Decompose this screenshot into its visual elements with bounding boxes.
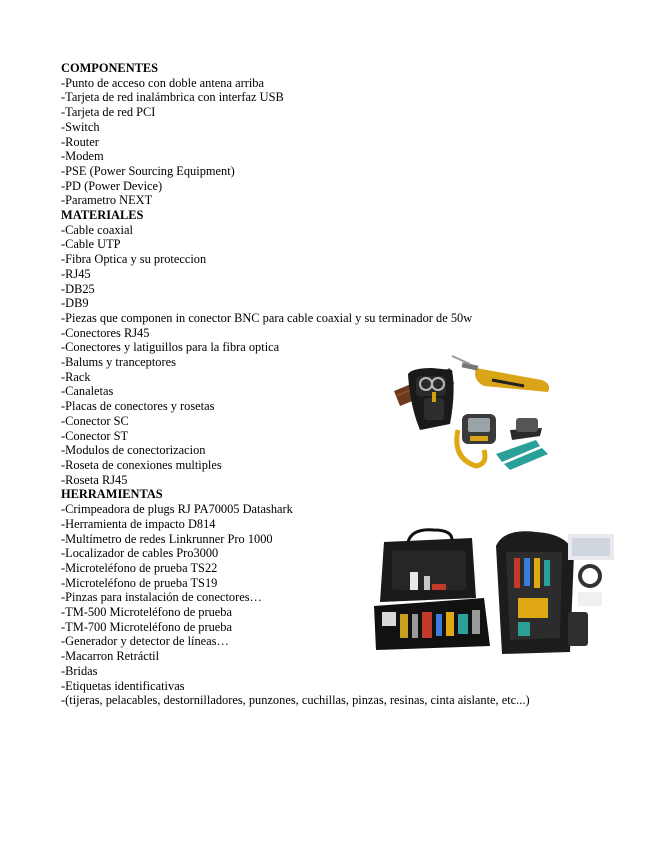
list-item: -Bridas	[61, 663, 98, 678]
list-item: -TM-500 Microteléfono de prueba	[61, 605, 233, 620]
list-item: -Conector ST	[61, 428, 129, 443]
list-item: -Roseta RJ45	[61, 472, 128, 487]
list-item: -Rack	[61, 369, 91, 384]
list-item: -Conectores y latiguillos para la fibra optica	[61, 340, 280, 355]
list-item: -TM-700 Microteléfono de prueba	[61, 619, 233, 634]
list-item: -Modem	[61, 149, 104, 164]
list-item: -Balums y tranceptores	[61, 355, 176, 370]
list-item: -Roseta de conexiones multiples	[61, 457, 222, 472]
list-item: -DB25	[61, 281, 95, 296]
list-item: -Router	[61, 134, 99, 149]
list-item: -Microteléfono de prueba TS22	[61, 560, 218, 575]
list-item: -Tarjeta de red PCI	[61, 105, 156, 120]
tool-kits-photo	[372, 528, 618, 658]
list-item: -Modulos de conectorizacion	[61, 443, 206, 458]
network-tools-photo	[392, 346, 564, 474]
list-item: -Conector SC	[61, 413, 129, 428]
list-item: -Macarron Retráctil	[61, 649, 160, 664]
list-item: -PSE (Power Sourcing Equipment)	[61, 163, 235, 178]
list-item: -Parametro NEXT	[61, 193, 153, 208]
list-item: -Placas de conectores y rosetas	[61, 399, 215, 414]
list-item: -Cable coaxial	[61, 222, 133, 237]
list-item: -Canaletas	[61, 384, 114, 399]
section-heading-herramientas: HERRAMIENTAS	[61, 487, 163, 502]
list-item: -Etiquetas identificativas	[61, 678, 185, 693]
list-item: -Switch	[61, 119, 100, 134]
list-item: -Cable UTP	[61, 237, 121, 252]
list-item: -Pinzas para instalación de conectores…	[61, 590, 262, 605]
list-item: -Piezas que componen in conector BNC para cable coaxial y su terminador de 50w	[61, 310, 473, 325]
list-item: -Conectores RJ45	[61, 325, 150, 340]
list-item: -Herramienta de impacto D814	[61, 516, 216, 531]
list-item: -Multímetro de redes Linkrunner Pro 1000	[61, 531, 273, 546]
section-heading-materiales: MATERIALES	[61, 208, 144, 223]
list-item: -(tijeras, pelacables, destornilladores, punzones, cuchillas, pinzas, resinas, cinta aislante, etc...)	[61, 693, 530, 708]
list-item: -DB9	[61, 296, 89, 311]
list-item: -Tarjeta de red inalámbrica con interfaz USB	[61, 90, 284, 105]
list-item: -Crimpeadora de plugs RJ PA70005 Datashark	[61, 502, 293, 517]
list-item: -Fibra Optica y su proteccion	[61, 252, 207, 267]
list-item: -Generador y detector de líneas…	[61, 634, 229, 649]
list-item: -Punto de acceso con doble antena arriba	[61, 75, 264, 90]
list-item: -RJ45	[61, 266, 91, 281]
list-item: -Microteléfono de prueba TS19	[61, 575, 218, 590]
list-item: -Localizador de cables Pro3000	[61, 546, 219, 561]
section-heading-componentes: COMPONENTES	[61, 61, 159, 75]
list-item: -PD (Power Device)	[61, 178, 163, 193]
